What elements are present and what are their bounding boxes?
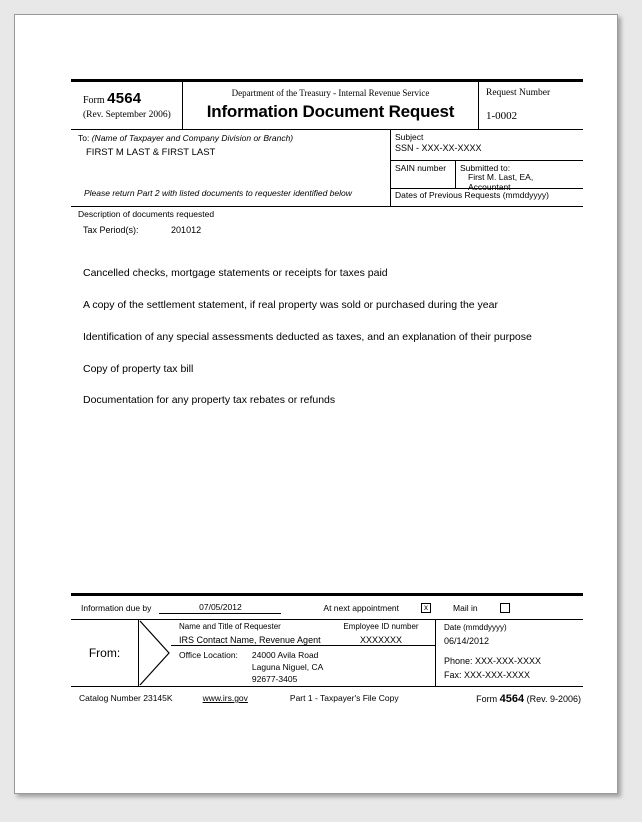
sain-submitted-row bbox=[391, 161, 583, 192]
requester-value: IRS Contact Name, Revenue Agent bbox=[179, 635, 321, 645]
office-address-line-1: 24000 Avila Road bbox=[251, 650, 319, 661]
information-due-row bbox=[71, 596, 583, 619]
contact-numbers-cell bbox=[435, 646, 583, 686]
fax-number: Fax: XXX-XXX-XXXX bbox=[444, 670, 531, 681]
list-item: Copy of property tax bill bbox=[83, 362, 194, 375]
appointment-checkbox[interactable]: x bbox=[421, 603, 431, 613]
request-date-label: Date (mmddyyyy) bbox=[444, 623, 507, 632]
due-by-label: Information due by bbox=[81, 602, 152, 613]
irs-form-4564 bbox=[71, 79, 583, 709]
taxpayer-name: FIRST M LAST & FIRST LAST bbox=[86, 147, 216, 158]
submitted-to-cell bbox=[456, 161, 583, 192]
form-label: Form bbox=[83, 95, 105, 106]
from-arrow-icon bbox=[139, 620, 171, 686]
requester-row bbox=[171, 620, 583, 646]
office-spacer-cell bbox=[327, 646, 435, 686]
footer-form-identifier bbox=[476, 693, 581, 705]
tax-period-value: 201012 bbox=[171, 225, 202, 235]
sain-cell bbox=[391, 161, 456, 188]
to-caption: (Name of Taxpayer and Company Division or Branch) bbox=[91, 133, 294, 143]
appointment-option-label: At next appointment bbox=[323, 602, 400, 613]
sain-label: SAIN number bbox=[395, 163, 447, 173]
list-item: Cancelled checks, mortgage statements or receipts for taxes paid bbox=[83, 267, 388, 279]
requester-from-block bbox=[71, 619, 583, 687]
footer-form-revision: (Rev. 9-2006) bbox=[526, 694, 581, 704]
to-label: To: bbox=[78, 133, 90, 143]
from-label: From: bbox=[71, 620, 139, 686]
form-footer bbox=[71, 687, 583, 709]
form-number: 4564 bbox=[107, 90, 142, 107]
employee-id-cell bbox=[327, 620, 435, 646]
previous-requests-label: Dates of Previous Requests (mmddyyyy) bbox=[395, 190, 549, 200]
submitted-to-line-2: Accountant bbox=[468, 181, 511, 192]
subject-block bbox=[391, 130, 583, 161]
request-number-label: Request Number bbox=[486, 88, 551, 98]
request-number-value: 1-0002 bbox=[486, 110, 518, 122]
subject-value: SSN - XXX-XX-XXXX bbox=[395, 143, 482, 153]
footer-form-prefix: Form bbox=[476, 694, 498, 704]
form-number-line bbox=[83, 90, 182, 107]
employee-id-value: XXXXXXX bbox=[359, 635, 403, 645]
form-identifier-cell bbox=[71, 82, 183, 129]
office-location-label: Office Location: bbox=[179, 650, 238, 661]
office-contact-row bbox=[171, 646, 583, 686]
mail-in-checkbox[interactable] bbox=[500, 603, 510, 613]
form-revision: (Rev. September 2006) bbox=[83, 110, 171, 120]
tax-period-label: Tax Period(s): bbox=[83, 225, 139, 235]
requester-label: Name and Title of Requester bbox=[179, 622, 281, 631]
request-date-value: 06/14/2012 bbox=[444, 636, 490, 646]
request-date-cell bbox=[435, 620, 583, 646]
to-label-row bbox=[78, 133, 390, 143]
form-header bbox=[71, 82, 583, 130]
requested-documents-list bbox=[71, 235, 583, 593]
irs-website-link[interactable]: www.irs.gov bbox=[202, 693, 248, 703]
due-by-date: 07/05/2012 bbox=[159, 602, 281, 614]
agency-name: Department of the Treasury - Internal Revenue Service bbox=[231, 88, 430, 98]
part-copy-label: Part 1 - Taxpayer's File Copy bbox=[289, 693, 399, 703]
page-title: Information Document Request bbox=[206, 102, 455, 121]
list-item: Identification of any special assessments deducted as taxes, and an explanation of their purpose bbox=[83, 330, 532, 343]
mail-in-option-label: Mail in bbox=[453, 602, 478, 613]
office-location-cell bbox=[171, 646, 327, 686]
list-item: Documentation for any property tax rebates or refunds bbox=[83, 394, 336, 407]
office-address bbox=[252, 650, 327, 686]
recipient-cell bbox=[71, 130, 391, 206]
list-item: A copy of the settlement statement, if real property was sold or purchased during the year bbox=[83, 298, 498, 311]
catalog-number: Catalog Number 23145K bbox=[79, 693, 173, 703]
form-title-cell bbox=[183, 82, 479, 129]
employee-id-label: Employee ID number bbox=[343, 622, 419, 631]
submitted-to-line-1: First M. Last, EA, bbox=[468, 172, 534, 182]
document-page bbox=[14, 14, 618, 794]
from-detail-columns bbox=[171, 620, 583, 686]
tax-period-row bbox=[71, 219, 583, 235]
subject-cell bbox=[391, 130, 583, 206]
recipient-subject-band bbox=[71, 130, 583, 207]
submitted-to-label: Submitted to: bbox=[460, 163, 511, 173]
description-heading: Description of documents requested bbox=[78, 209, 215, 219]
footer-form-number: 4564 bbox=[499, 693, 525, 705]
return-instruction: Please return Part 2 with listed documents to requester identified below bbox=[84, 188, 352, 198]
request-number-cell bbox=[479, 82, 583, 129]
subject-label: Subject bbox=[395, 132, 424, 142]
previous-requests-cell bbox=[391, 189, 583, 206]
phone-number: Phone: XXX-XXX-XXXX bbox=[444, 656, 542, 667]
office-address-line-2: Laguna Niguel, CA 92677-3405 bbox=[251, 662, 323, 685]
requester-name-cell bbox=[171, 620, 327, 646]
